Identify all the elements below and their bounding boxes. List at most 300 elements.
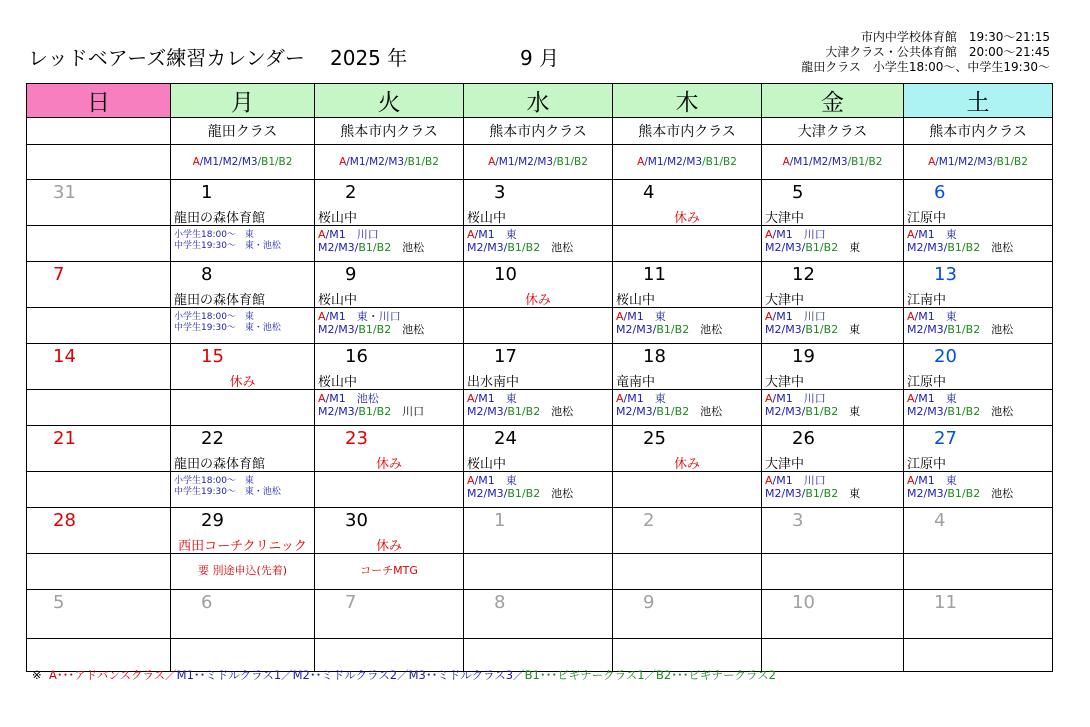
note-group-m: M2/M3/ [616, 323, 657, 336]
day-cell [171, 508, 315, 554]
day-venue: 出水南中 [467, 375, 520, 390]
coach-assignment [467, 228, 573, 254]
day-note-cell [315, 308, 464, 344]
day-note-cell [613, 308, 762, 344]
day-note-cell [904, 639, 1053, 672]
day-note-cell [613, 226, 762, 262]
group-row [27, 145, 1053, 180]
class-name: 龍田クラス [171, 118, 315, 145]
day-cell [171, 180, 315, 226]
group-labels [762, 145, 904, 180]
day-number: 9 [345, 264, 357, 285]
day-venue: 大津中 [765, 293, 805, 308]
day-note-cell [171, 308, 315, 344]
note-group-rest: /M1 東・川口 [325, 310, 401, 323]
note-group-b: B1/B2 [358, 405, 392, 418]
coach-assignment [765, 474, 860, 500]
day-cell [464, 508, 613, 554]
note-coach: 東 [838, 323, 861, 336]
note-group-a: A [765, 310, 773, 323]
day-note-cell [904, 226, 1053, 262]
note-group-m: M2/M3/ [907, 405, 948, 418]
note-group-a: A [765, 474, 773, 487]
note-group-rest: /M1 東 [914, 474, 957, 487]
group-a: A [928, 156, 936, 168]
group-a: A [192, 156, 200, 168]
day-number: 3 [792, 510, 804, 531]
note-coach: 池松 [980, 241, 1014, 254]
day-note-cell [613, 390, 762, 426]
note-row [27, 390, 1053, 426]
day-cell [613, 590, 762, 639]
weekday-header-row [27, 84, 1053, 118]
note-group-a: A [907, 474, 915, 487]
day-note-cell [27, 226, 171, 262]
day-number: 12 [792, 264, 815, 285]
coach-line [467, 487, 573, 500]
day-cell [315, 508, 464, 554]
coach-line [616, 323, 722, 336]
coach-line [765, 228, 860, 241]
day-number: 29 [201, 510, 224, 531]
weekday-header: 日 [27, 84, 171, 118]
coach-line [616, 405, 722, 418]
group-m: /M1/M2/M3 [199, 156, 258, 168]
coach-assignment [467, 392, 573, 418]
group-a: A [782, 156, 790, 168]
day-cell [904, 180, 1053, 226]
day-cell [613, 262, 762, 308]
coach-line: 中学生19:30〜 東・池松 [174, 487, 281, 497]
day-cell [613, 180, 762, 226]
day-venue: 江原中 [907, 211, 947, 226]
day-venue: 桜山中 [467, 457, 507, 472]
note-group-a: A [318, 392, 326, 405]
group-b: /B1/B2 [993, 156, 1028, 168]
coach-line [318, 323, 424, 336]
note-group-b: B1/B2 [805, 241, 839, 254]
coach-line [765, 487, 860, 500]
day-cell [904, 590, 1053, 639]
day-venue: 龍田の森体育館 [174, 457, 266, 472]
day-number: 5 [792, 182, 804, 203]
coach-line [907, 310, 1013, 323]
day-number: 2 [345, 182, 357, 203]
day-number: 4 [934, 510, 946, 531]
coach-assignment [318, 392, 424, 418]
day-note-cell [904, 308, 1053, 344]
day-venue: 龍田の森体育館 [174, 211, 266, 226]
note-coach: 池松 [689, 405, 723, 418]
day-cell [464, 590, 613, 639]
group-b: /B1/B2 [257, 156, 293, 168]
date-row [27, 344, 1053, 390]
day-number: 11 [643, 264, 666, 285]
day-note-cell [171, 472, 315, 508]
note-coach: 池松 [540, 487, 574, 500]
day-note-cell [762, 472, 904, 508]
day-number: 10 [792, 592, 815, 613]
note-group-a: A [907, 392, 915, 405]
legend-footnote [32, 667, 776, 683]
coach-assignment [616, 392, 722, 418]
footnote-mark: ※ [32, 668, 42, 682]
day-venue: 大津中 [765, 375, 805, 390]
day-number: 30 [345, 510, 368, 531]
calendar-year: 2025 年 [330, 46, 408, 70]
day-venue: 竜南中 [616, 375, 656, 390]
coach-line [467, 241, 573, 254]
note-coach: 池松 [540, 241, 574, 254]
note-group-b: B1/B2 [507, 487, 541, 500]
note-group-rest: /M1 東 [474, 474, 517, 487]
group-m: /M1/M2/M3 [935, 156, 994, 168]
note-coach: 池松 [540, 405, 574, 418]
coach-line [616, 392, 722, 405]
note-coach: 池松 [980, 405, 1014, 418]
day-venue: 大津中 [765, 457, 805, 472]
day-note-cell [315, 554, 464, 590]
class-name: 熊本市内クラス [904, 118, 1053, 145]
note-coach: 池松 [980, 487, 1014, 500]
note-group-rest: /M1 川口 [325, 228, 379, 241]
note-coach: 川口 [391, 405, 425, 418]
day-cell [27, 426, 171, 472]
day-cell [762, 508, 904, 554]
day-note-cell [171, 226, 315, 262]
day-cell [464, 180, 613, 226]
group-labels [27, 145, 171, 180]
day-cell [904, 262, 1053, 308]
weekday-header: 土 [904, 84, 1053, 118]
day-cell [171, 426, 315, 472]
day-cell [27, 262, 171, 308]
day-number: 21 [53, 428, 76, 449]
venue-info-line: 市内中学校体育館 19:30〜21:15 [860, 30, 1050, 44]
class-name: 熊本市内クラス [613, 118, 762, 145]
day-number: 28 [53, 510, 76, 531]
day-number: 6 [201, 592, 213, 613]
day-note-cell [464, 226, 613, 262]
day-venue: 桜山中 [616, 293, 656, 308]
note-group-m: M2/M3/ [318, 323, 359, 336]
note-group-rest: /M1 東 [623, 392, 666, 405]
day-number: 17 [494, 346, 517, 367]
group-b: /B1/B2 [553, 156, 588, 168]
group-b: /B1/B2 [404, 156, 439, 168]
coach-line [467, 392, 573, 405]
note-group-b: B1/B2 [507, 241, 541, 254]
coach-line: 小学生18:00〜 東 [174, 476, 254, 486]
note-group-b: B1/B2 [947, 405, 981, 418]
group-m: /M1/M2/M3 [346, 156, 405, 168]
class-name: 熊本市内クラス [464, 118, 613, 145]
group-a: A [637, 156, 645, 168]
coach-assignment [765, 228, 860, 254]
note-group-m: M2/M3/ [907, 323, 948, 336]
day-cell [315, 590, 464, 639]
day-cell [762, 344, 904, 390]
day-number: 31 [53, 182, 76, 203]
day-number: 5 [53, 592, 65, 613]
note-group-b: B1/B2 [805, 405, 839, 418]
day-cell [27, 344, 171, 390]
coach-line [318, 241, 424, 254]
note-group-rest: /M1 東 [623, 310, 666, 323]
day-venue: 休み [229, 375, 256, 390]
day-venue: 大津中 [765, 211, 805, 226]
day-cell [464, 262, 613, 308]
day-number: 19 [792, 346, 815, 367]
note-group-m: M2/M3/ [765, 241, 806, 254]
day-cell [762, 426, 904, 472]
calendar-grid [26, 83, 1053, 672]
note-group-b: B1/B2 [805, 487, 839, 500]
group-labels [613, 145, 762, 180]
day-cell [613, 426, 762, 472]
day-number: 4 [643, 182, 655, 203]
day-number: 10 [494, 264, 517, 285]
day-number: 9 [643, 592, 655, 613]
coach-line [907, 323, 1013, 336]
group-labels [464, 145, 613, 180]
calendar-month: 9 月 [520, 46, 560, 70]
day-note-cell [762, 639, 904, 672]
note-group-m: M2/M3/ [318, 405, 359, 418]
day-cell [613, 344, 762, 390]
weekday-header: 木 [613, 84, 762, 118]
day-note-cell [464, 554, 613, 590]
note-group-rest: /M1 東 [474, 228, 517, 241]
note-group-b: B1/B2 [507, 405, 541, 418]
day-number: 7 [53, 264, 65, 285]
day-cell [464, 344, 613, 390]
coach-assignment [174, 476, 281, 498]
day-note-cell [904, 554, 1053, 590]
note-coach: 東 [838, 487, 861, 500]
day-cell [171, 590, 315, 639]
coach-line [467, 228, 573, 241]
calendar-title: レッドベアーズ練習カレンダー [28, 46, 305, 70]
day-venue: 休み [524, 293, 551, 308]
day-number: 14 [53, 346, 76, 367]
day-note-cell [762, 308, 904, 344]
coach-line [765, 323, 860, 336]
day-cell [904, 426, 1053, 472]
day-cell [762, 180, 904, 226]
date-row [27, 180, 1053, 226]
note-coach: 東 [838, 405, 861, 418]
day-number: 25 [643, 428, 666, 449]
note-group-m: M2/M3/ [616, 405, 657, 418]
note-group-rest: /M1 川口 [772, 228, 826, 241]
day-number: 18 [643, 346, 666, 367]
note-group-a: A [318, 310, 326, 323]
day-note-cell [613, 554, 762, 590]
note-coach: 池松 [980, 323, 1014, 336]
day-cell [315, 426, 464, 472]
coach-line [907, 228, 1013, 241]
coach-line [907, 487, 1013, 500]
coach-assignment [907, 228, 1013, 254]
date-row [27, 590, 1053, 639]
coach-assignment [318, 310, 424, 336]
note-group-m: M2/M3/ [467, 241, 508, 254]
coach-line [467, 405, 573, 418]
day-venue: 江原中 [907, 375, 947, 390]
day-venue: 江南中 [907, 293, 947, 308]
note-group-b: B1/B2 [947, 323, 981, 336]
day-note-cell [464, 472, 613, 508]
group-m: /M1/M2/M3 [789, 156, 848, 168]
note-coach: 池松 [391, 241, 425, 254]
weekday-header: 金 [762, 84, 904, 118]
note-group-m: M2/M3/ [765, 405, 806, 418]
coach-assignment [907, 310, 1013, 336]
coach-line [765, 474, 860, 487]
day-note-cell [464, 308, 613, 344]
group-labels [904, 145, 1053, 180]
note-group-a: A [616, 310, 624, 323]
weekday-header: 水 [464, 84, 613, 118]
note-group-m: M2/M3/ [467, 487, 508, 500]
venue-info-line: 龍田クラス 小学生18:00〜、中学生19:30〜 [801, 60, 1050, 74]
event-note: 要 別途申込(先着) [197, 564, 288, 577]
day-note-cell [27, 472, 171, 508]
day-number: 1 [201, 182, 213, 203]
day-note-cell [613, 472, 762, 508]
coach-line [765, 405, 860, 418]
day-note-cell [171, 390, 315, 426]
day-number: 27 [934, 428, 957, 449]
coach-line: 小学生18:00〜 東 [174, 230, 254, 240]
coach-line [616, 310, 722, 323]
footnote-middle: M1･･ミドルクラス1／M2･･ミドルクラス2／M3･･ミドルクラス3／ [176, 668, 525, 682]
group-a: A [488, 156, 496, 168]
note-group-m: M2/M3/ [765, 487, 806, 500]
class-name [27, 118, 171, 145]
note-group-rest: /M1 東 [914, 392, 957, 405]
class-row [27, 118, 1053, 145]
note-group-rest: /M1 川口 [772, 474, 826, 487]
footnote-beginner: B1･･･ビギナークラス1／B2･･･ビギナークラス2 [524, 668, 776, 682]
note-coach: 池松 [391, 323, 425, 336]
day-venue: 桜山中 [318, 293, 358, 308]
coach-line: 中学生19:30〜 東・池松 [174, 323, 281, 333]
day-cell [904, 344, 1053, 390]
coach-assignment [765, 392, 860, 418]
coach-line [907, 474, 1013, 487]
day-note-cell [762, 554, 904, 590]
day-cell [171, 262, 315, 308]
note-group-a: A [907, 310, 915, 323]
date-row [27, 426, 1053, 472]
coach-line [318, 310, 424, 323]
day-venue: 桜山中 [318, 375, 358, 390]
event-note: コーチMTG [360, 564, 418, 577]
coach-line [765, 241, 860, 254]
footnote-advance: A･･･アドバンスクラス／ [48, 668, 177, 682]
coach-line [907, 392, 1013, 405]
note-group-rest: /M1 東 [474, 392, 517, 405]
coach-line: 中学生19:30〜 東・池松 [174, 241, 281, 251]
note-group-m: M2/M3/ [467, 405, 508, 418]
day-venue: 休み [673, 211, 700, 226]
coach-assignment [174, 230, 281, 252]
coach-assignment [907, 474, 1013, 500]
day-cell [171, 344, 315, 390]
day-number: 16 [345, 346, 368, 367]
day-cell [904, 508, 1053, 554]
note-group-a: A [765, 392, 773, 405]
day-venue: 桜山中 [318, 211, 358, 226]
note-group-rest: /M1 東 [914, 228, 957, 241]
day-number: 6 [934, 182, 946, 203]
note-group-m: M2/M3/ [907, 487, 948, 500]
note-group-rest: /M1 池松 [325, 392, 379, 405]
day-note-cell [27, 308, 171, 344]
day-venue: 龍田の森体育館 [174, 293, 266, 308]
coach-assignment [318, 228, 424, 254]
day-venue: 休み [375, 539, 402, 554]
day-note-cell [904, 390, 1053, 426]
day-cell [27, 508, 171, 554]
day-number: 3 [494, 182, 506, 203]
note-group-m: M2/M3/ [907, 241, 948, 254]
day-cell [613, 508, 762, 554]
day-number: 11 [934, 592, 957, 613]
group-m: /M1/M2/M3 [495, 156, 554, 168]
day-number: 20 [934, 346, 957, 367]
coach-line [467, 474, 573, 487]
note-group-b: B1/B2 [947, 241, 981, 254]
note-row [27, 554, 1053, 590]
coach-line [318, 228, 424, 241]
coach-line [765, 392, 860, 405]
class-name: 大津クラス [762, 118, 904, 145]
weekday-header: 火 [315, 84, 464, 118]
day-cell [27, 180, 171, 226]
day-number: 22 [201, 428, 224, 449]
note-group-b: B1/B2 [358, 241, 392, 254]
coach-assignment [907, 392, 1013, 418]
day-cell [315, 262, 464, 308]
day-note-cell [464, 390, 613, 426]
day-venue: 西田コーチクリニック [178, 539, 307, 554]
day-note-cell [904, 472, 1053, 508]
day-venue: 桜山中 [467, 211, 507, 226]
day-number: 8 [494, 592, 506, 613]
day-number: 7 [345, 592, 357, 613]
class-name: 熊本市内クラス [315, 118, 464, 145]
day-number: 15 [201, 346, 224, 367]
date-row [27, 508, 1053, 554]
coach-line [765, 310, 860, 323]
group-b: /B1/B2 [847, 156, 883, 168]
note-group-a: A [467, 474, 475, 487]
group-labels [171, 145, 315, 180]
day-number: 8 [201, 264, 213, 285]
day-note-cell [171, 554, 315, 590]
day-number: 23 [345, 428, 368, 449]
day-cell [315, 344, 464, 390]
note-group-b: B1/B2 [947, 487, 981, 500]
note-row [27, 472, 1053, 508]
venue-info [801, 30, 1050, 75]
note-group-m: M2/M3/ [318, 241, 359, 254]
day-cell [464, 426, 613, 472]
coach-assignment [174, 312, 281, 334]
